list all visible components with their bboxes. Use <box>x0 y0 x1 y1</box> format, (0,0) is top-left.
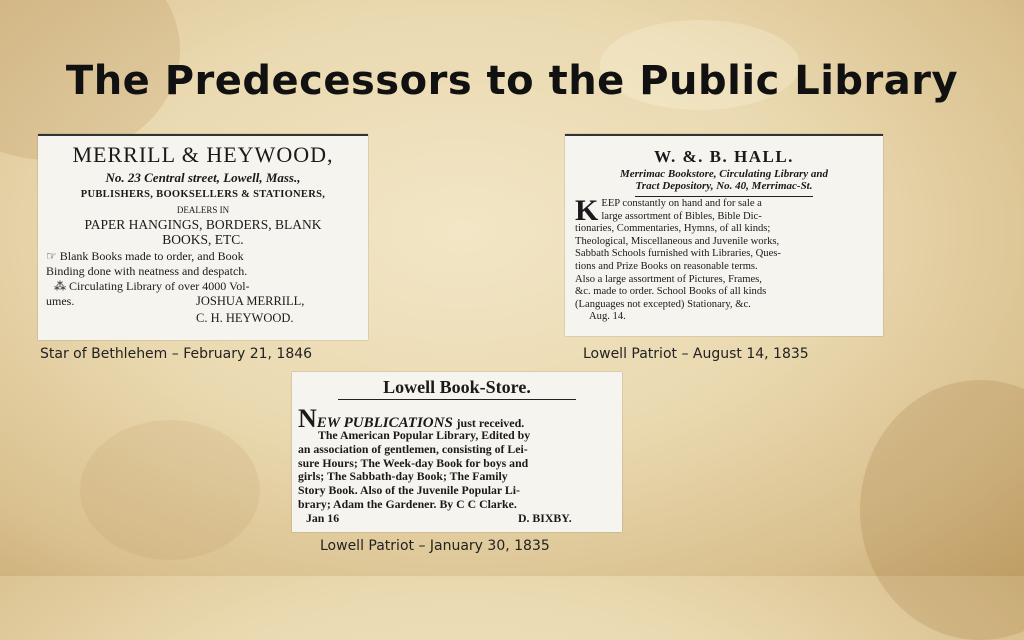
caption-clipping-3: Lowell Patriot – January 30, 1835 <box>320 538 550 554</box>
ad-line: (Languages not excepted) Stationary, &c. <box>575 298 751 310</box>
ad-line: The American Popular Library, Edited by <box>318 428 531 442</box>
ad-line: tionaries, Commentaries, Hymns, of all kinds; <box>575 223 771 235</box>
ad-subheading: Tract Depository, No. 40, Merrimac-St. <box>635 180 813 192</box>
newspaper-clipping-w-b-hall <box>565 134 883 336</box>
ad-line: large assortment of Bibles, Bible Dic- <box>601 210 762 222</box>
ad-line: Also a large assortment of Pictures, Frames, <box>575 273 762 285</box>
ad-line: ☞ Blank Books made to order, and Book <box>46 248 244 263</box>
ad-heading: W. &. B. HALL. <box>654 147 794 166</box>
ad-line: Binding done with neatness and despatch. <box>46 263 248 278</box>
divider <box>635 196 813 197</box>
newspaper-clipping-merrill-heywood <box>38 134 368 340</box>
ad-emphasis: EW PUBLICATIONS <box>316 415 453 431</box>
ad-address: No. 23 Central street, Lowell, Mass., <box>105 170 301 185</box>
ad-line: Theological, Miscellaneous and Juvenile works, <box>575 235 780 247</box>
caption-clipping-2: Lowell Patriot – August 14, 1835 <box>583 346 809 362</box>
ad-line: Story Book. Also of the Juvenile Popular Li- <box>298 483 520 498</box>
paper-stain <box>80 420 260 560</box>
ad-signature: C. H. HEYWOOD. <box>196 310 294 325</box>
ad-line: EEP constantly on hand and for sale a <box>601 198 762 209</box>
ad-line: umes. <box>46 293 75 308</box>
ad-heading: Lowell Book-Store. <box>383 377 531 397</box>
divider <box>338 399 576 400</box>
ad-line: PUBLISHERS, BOOKSELLERS & STATIONERS, <box>80 189 326 200</box>
ad-subheading: Merrimac Bookstore, Circulating Library and <box>619 168 829 180</box>
ad-line: brary; Adam the Gardener. By C C Clarke. <box>298 496 517 511</box>
caption-clipping-1: Star of Bethlehem – February 21, 1846 <box>40 346 313 362</box>
drop-cap: N <box>298 404 317 433</box>
ad-line: PAPER HANGINGS, BORDERS, BLANK <box>84 216 322 232</box>
ad-line: &c. made to order. School Books of all kinds <box>575 286 767 298</box>
ad-signature: JOSHUA MERRILL, <box>196 293 305 308</box>
ad-text: just received. <box>456 416 525 430</box>
paper-stain <box>860 380 1024 640</box>
slide-title: The Predecessors to the Public Library <box>65 58 959 104</box>
ad-line: tions and Prize Books on reasonable terms. <box>575 260 758 272</box>
ad-line: an association of gentlemen, consisting of Lei- <box>298 441 528 456</box>
newspaper-clipping-lowell-book-store <box>292 372 622 532</box>
ad-signature-row <box>46 295 360 309</box>
ad-body <box>575 194 873 323</box>
ad-line: BOOKS, ETC. <box>162 232 244 247</box>
ad-line: Sabbath Schools furnished with Libraries, Ques- <box>575 248 781 260</box>
ad-signature: D. BIXBY. <box>518 510 572 525</box>
ad-line: girls; The Sabbath-day Book; The Family <box>298 469 508 484</box>
ad-signature-row <box>298 510 616 527</box>
ad-line: DEALERS IN <box>176 204 230 215</box>
ad-line: sure Hours; The Week-day Book for boys and <box>298 455 529 470</box>
drop-cap: K <box>575 194 599 227</box>
ad-heading: MERRILL & HEYWOOD, <box>72 142 334 167</box>
ad-line: ⁂ Circulating Library of over 4000 Vol- <box>54 278 250 293</box>
ad-line: Aug. 14. <box>589 311 626 323</box>
ad-date: Jan 16 <box>306 510 340 525</box>
